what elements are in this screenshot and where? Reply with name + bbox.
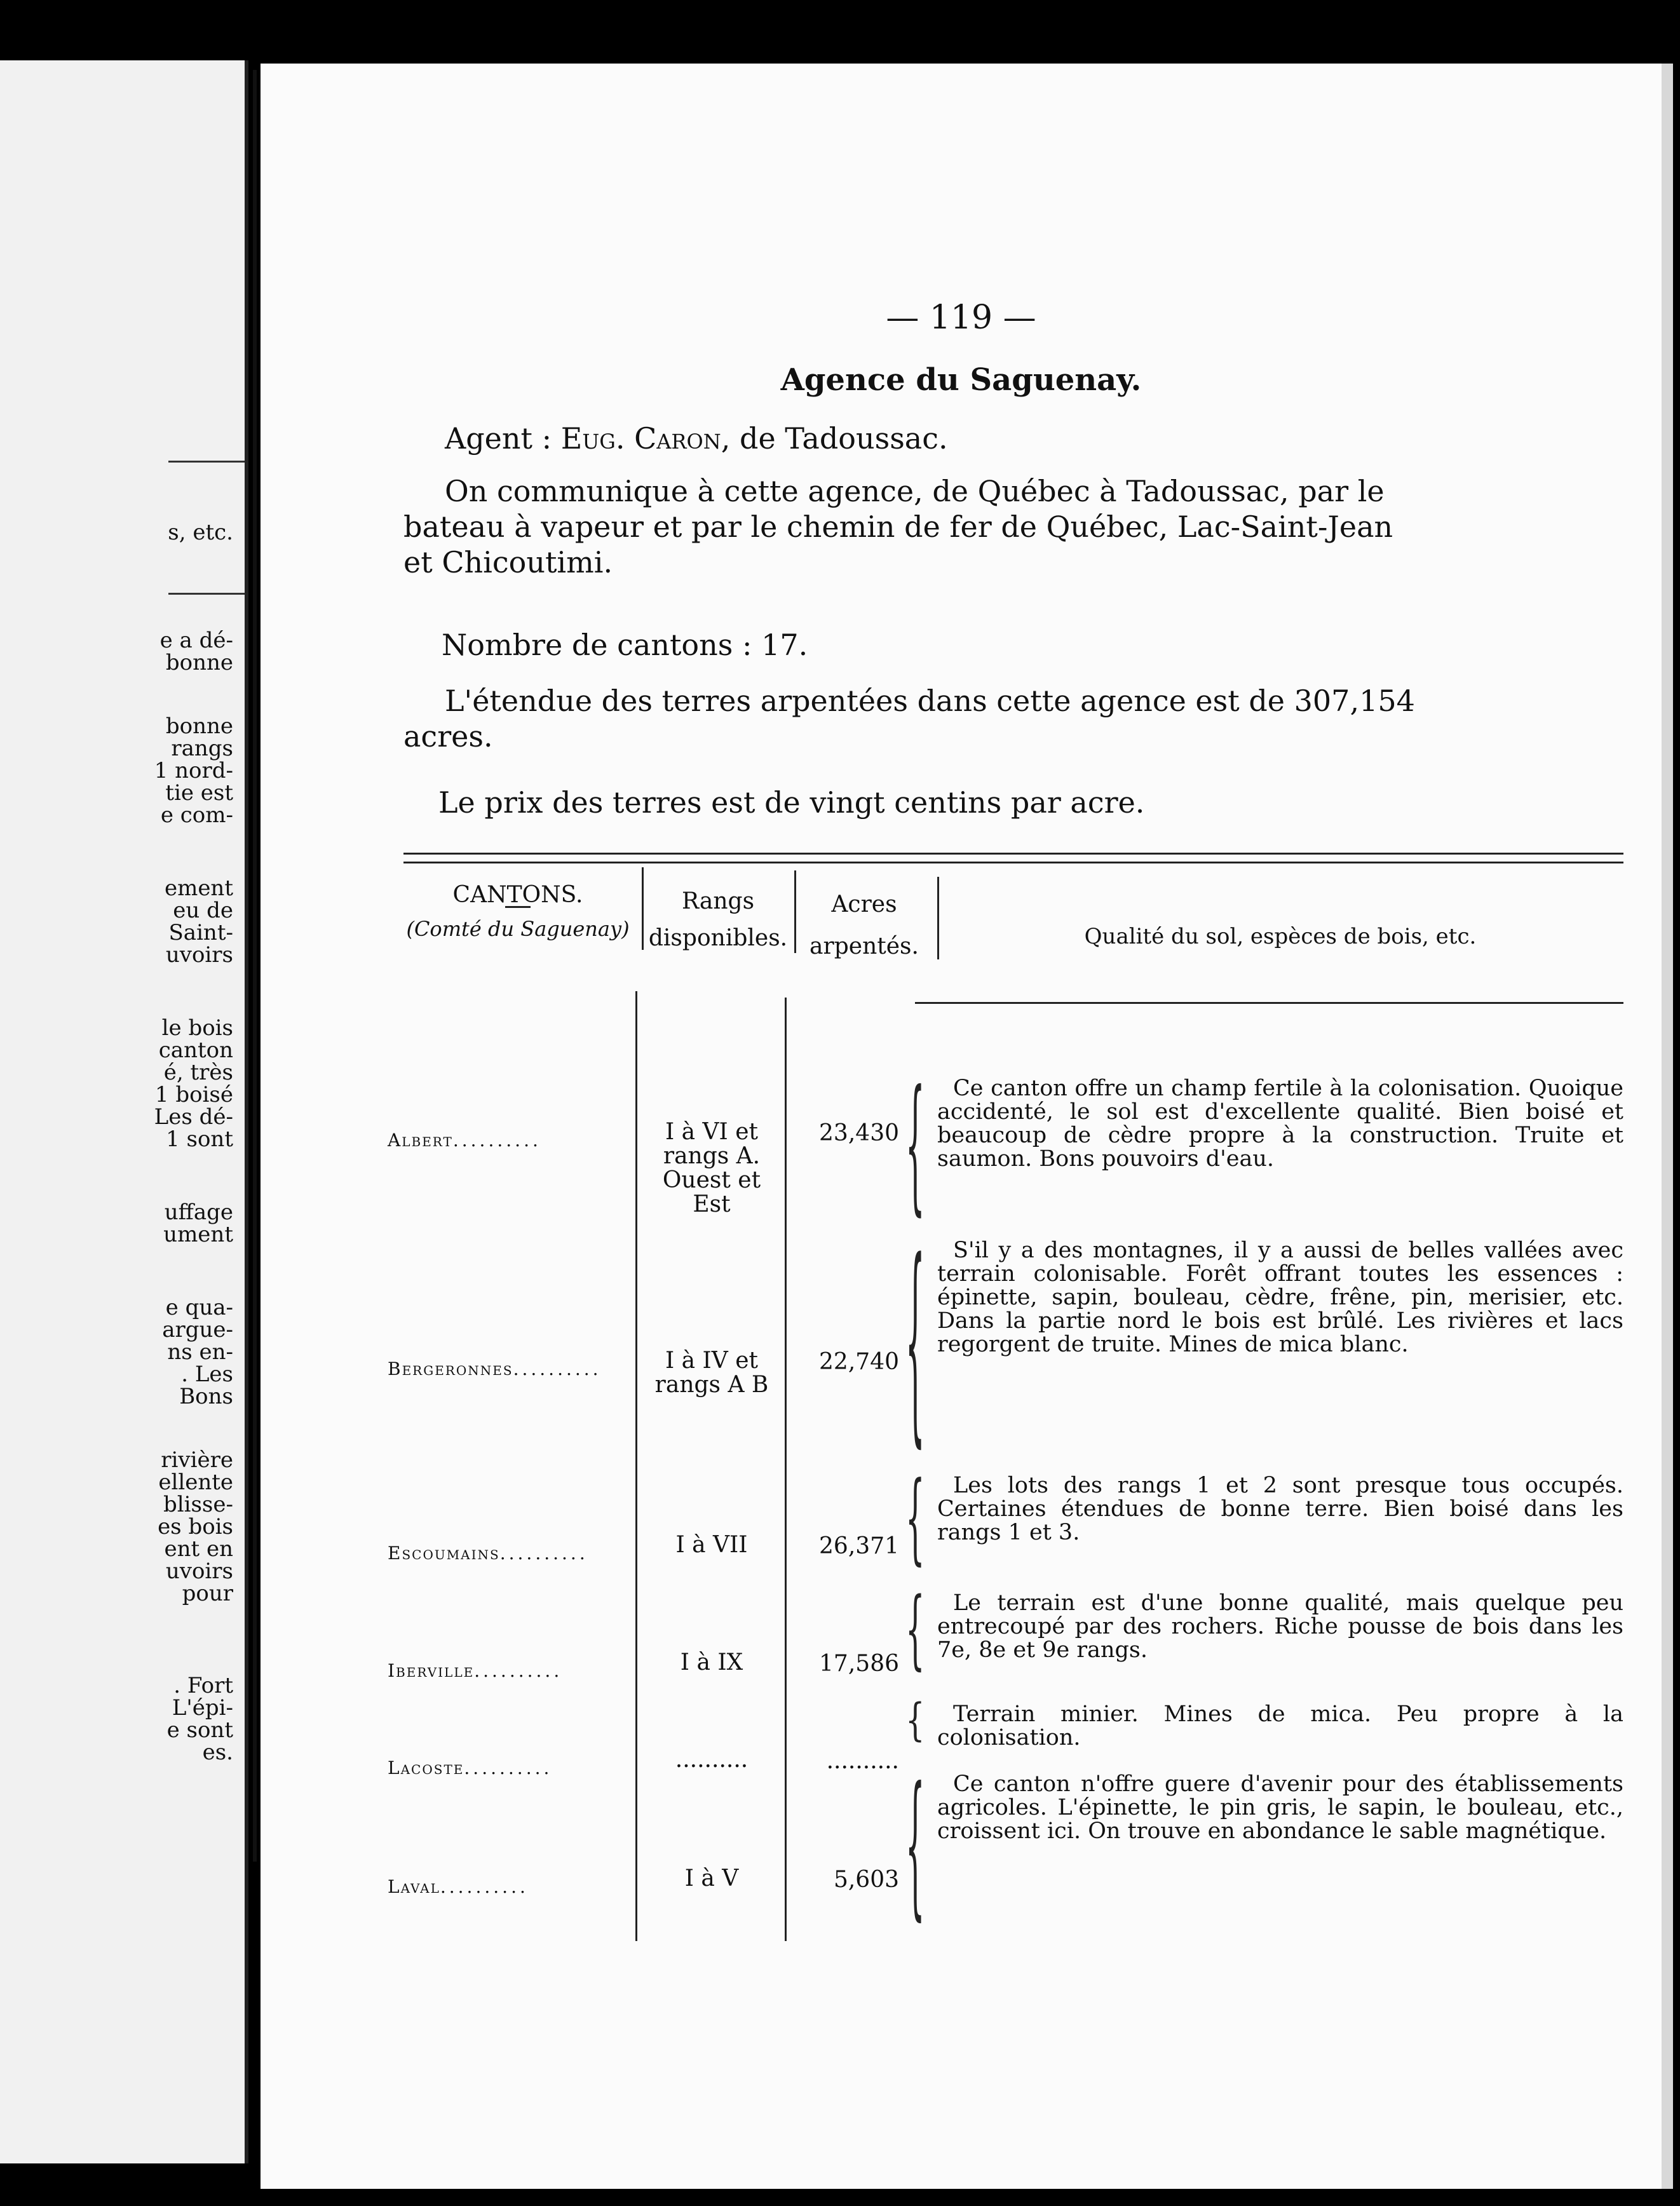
quality-description: S'il y a des montagnes, il y a aussi de belles vallées avec terrain colonisable. Forêt offrant toutes les essences : épinette, sapin, bouleau, cèdre, frêne, pin, merisier, etc. Dans la partie nord le bois est brûlé. Les rivières et lacs regorgent de truite. Mines de mica blanc. [937,1238,1623,1357]
rangs-cell [639,1651,785,1675]
left-page-text-fragment: L'épi- [172,1695,233,1721]
left-page-text-fragment: uvoirs [165,942,233,968]
table-top-rule [403,862,1623,863]
page-number: — 119 — [886,299,1036,337]
canton-name-text: Laval [388,1876,440,1897]
price-line: Le prix des terres est de vingt centins par acre. [438,785,1145,820]
left-page-text-fragment: le bois [161,1015,233,1041]
rangs-line: Est [693,1191,731,1217]
canton-name-text: Iberville [388,1660,475,1681]
left-page-text-fragment: ement [164,876,233,901]
header-county: (Comté du Saguenay) [406,917,630,941]
leader-dots: .......... [499,1543,588,1564]
canton-name-text: Escoumains [388,1543,500,1564]
canton-name-text: Bergeronnes [388,1358,513,1379]
curly-brace: { [905,1215,925,1466]
left-page-text-fragment: argue- [162,1317,233,1343]
leader-dots: .......... [513,1358,602,1379]
left-page-text-fragment: es. [202,1740,233,1765]
intro-paragraph [403,473,1630,580]
quality-description: Ce canton n'offre guere d'avenir pour des établissements agricoles. L'épinette, le pin gris, le sapin, le bouleau, etc., croissent ici. On trouve en abondance le sable magnétique. [937,1771,1623,1844]
column-line [635,991,637,1941]
left-page-text-fragment: bonne [165,714,233,739]
surface-paragraph [403,683,1630,754]
rangs-line: .......... [675,1747,749,1773]
canton-name [388,1876,529,1897]
intro-line: bateau à vapeur et par le chemin de fer de Québec, Lac-Saint-Jean [403,510,1393,544]
left-page-text-fragment: uffage [164,1200,233,1225]
agent-line [445,416,948,461]
acres-cell: .......... [826,1748,899,1774]
curly-brace: { [905,1693,925,1746]
agent-place: , de Tadoussac. [721,421,948,456]
intro-line: On communique à cette agence, de Québec à Tadoussac, par le [445,474,1385,508]
left-page-text-fragment: e a dé- [159,628,233,653]
rangs-line: I à IV et [665,1348,758,1374]
quality-description: Ce canton offre un champ fertile à la colonisation. Quoique accidenté, le sol est d'excellente qualité. Bien boisé et beaucoup de cèdre propre à la construction. Truite et saumon. Bons pouvoirs d'eau. [937,1076,1623,1172]
header-bottom-rule [915,1002,1623,1004]
left-page-text-fragment: e com- [160,802,233,828]
leader-dots: .......... [464,1757,553,1778]
table-top-rule [403,853,1623,855]
curly-brace: { [905,1059,925,1229]
left-page-text-fragment: . Les [181,1362,233,1387]
left-page-text-fragment: ument [163,1222,233,1247]
canton-name [388,1130,541,1151]
acres-cell: 5,603 [833,1867,899,1893]
canton-name [388,1757,552,1778]
header-quality: Qualité du sol, espèces de bois, etc. [1084,924,1477,949]
header-divider [642,867,644,950]
left-page-rule [168,461,245,463]
column-line [785,998,787,1941]
page-heading: Agence du Saguenay. [780,362,1142,398]
curly-brace: { [905,1754,925,1935]
left-page-text-fragment: Bons [179,1384,233,1409]
canton-name-text: Albert [388,1130,453,1151]
left-page-text-fragment: rivière [161,1447,233,1473]
left-page-text-fragment: pour [182,1581,233,1606]
rangs-line: I à VII [675,1532,748,1558]
quality-description: Les lots des rangs 1 et 2 sont presque tous occupés. Certaines étendues de bonne terre. Bien boisé dans les rangs 1 et 3. [937,1473,1623,1545]
cantons-count: Nombre de cantons : 17. [442,628,808,662]
left-page-text-fragment: ellente [158,1470,233,1495]
rangs-cell [639,1533,785,1557]
agent-name: Eug. Caron [560,421,721,456]
left-page-text-fragment: 1 nord- [154,758,233,783]
left-page-text-fragment: Les dé- [154,1104,233,1130]
leader-dots: .......... [452,1130,541,1151]
left-page-rule [168,593,245,595]
left-page-text-fragment: é, très [163,1060,233,1085]
agent-label: Agent : [445,421,552,456]
rangs-line: rangs A. [663,1143,761,1169]
left-page-text-fragment: . Fort [173,1673,233,1698]
rangs-cell [639,1120,785,1217]
left-page-text-fragment: 1 sont [166,1127,233,1152]
leader-dots: .......... [440,1876,529,1897]
canton-name [388,1660,562,1681]
header-cantons-label: CANTONS. [452,882,583,908]
rangs-cell [639,1867,785,1891]
left-page-text-fragment: bonne [165,650,233,675]
left-page-text-fragment: 1 boisé [154,1082,233,1107]
canton-name-text: Lacoste [388,1757,464,1778]
header-cantons [397,877,639,944]
left-page-text-fragment: blisse- [163,1492,233,1517]
header-divider [937,877,939,959]
left-page-text-fragment: tie est [165,780,233,806]
acres-cell: 23,430 [819,1120,899,1146]
left-page-text-fragment: Saint- [168,920,233,945]
rangs-line: rangs A B [654,1372,769,1398]
left-page-text-fragment: rangs [171,736,233,761]
left-page-text-fragment: eu de [173,898,233,923]
quality-description: Le terrain est d'une bonne qualité, mais quelque peu entrecoupé par des rochers. Riche pousse de bois dans les 7e, 8e et 9e rangs. [937,1590,1623,1663]
rangs-cell [639,1349,785,1397]
intro-line: et Chicoutimi. [403,545,613,579]
gutter-line [253,70,257,1862]
acres-cell: 26,371 [819,1533,899,1559]
leader-dots: .......... [474,1660,563,1681]
quality-description: Terrain minier. Mines de mica. Peu propre à la colonisation. [937,1702,1623,1750]
acres-cell: 17,586 [819,1651,899,1677]
left-page-text-fragment: ns en- [167,1339,233,1365]
rangs-line: Ouest et [662,1167,761,1193]
header-acres [794,886,934,965]
left-page-text-fragment: canton [158,1038,233,1063]
rangs-line: I à V [684,1865,739,1891]
left-page-text-fragment: ent en [164,1536,233,1562]
surface-line: acres. [403,719,493,754]
curly-brace: { [905,1579,925,1679]
rangs-line: I à IX [680,1649,743,1675]
header-acres-1: Acres [831,891,897,917]
header-acres-2: arpentés. [810,933,919,959]
canton-name [388,1543,588,1564]
header-rangs-1: Rangs [681,888,755,914]
left-page-text-fragment: uvoirs [165,1559,233,1584]
surface-line: L'étendue des terres arpentées dans cette agence est de 307,154 [445,684,1415,718]
left-page-edge [0,60,248,2163]
canton-name [388,1358,602,1379]
header-divider [794,870,796,953]
rangs-line: I à VI et [665,1119,758,1145]
left-page-text-fragment: e sont [166,1717,233,1743]
acres-cell: 22,740 [819,1349,899,1375]
main-page [261,64,1673,2189]
left-page-text-fragment: e qua- [165,1295,233,1320]
header-rangs [642,883,794,957]
header-rangs-2: disponibles. [648,925,788,951]
left-page-text-fragment: es bois [158,1514,233,1539]
curly-brace: { [905,1460,925,1575]
left-page-text-fragment: s, etc. [168,520,233,545]
rangs-cell [639,1748,785,1772]
